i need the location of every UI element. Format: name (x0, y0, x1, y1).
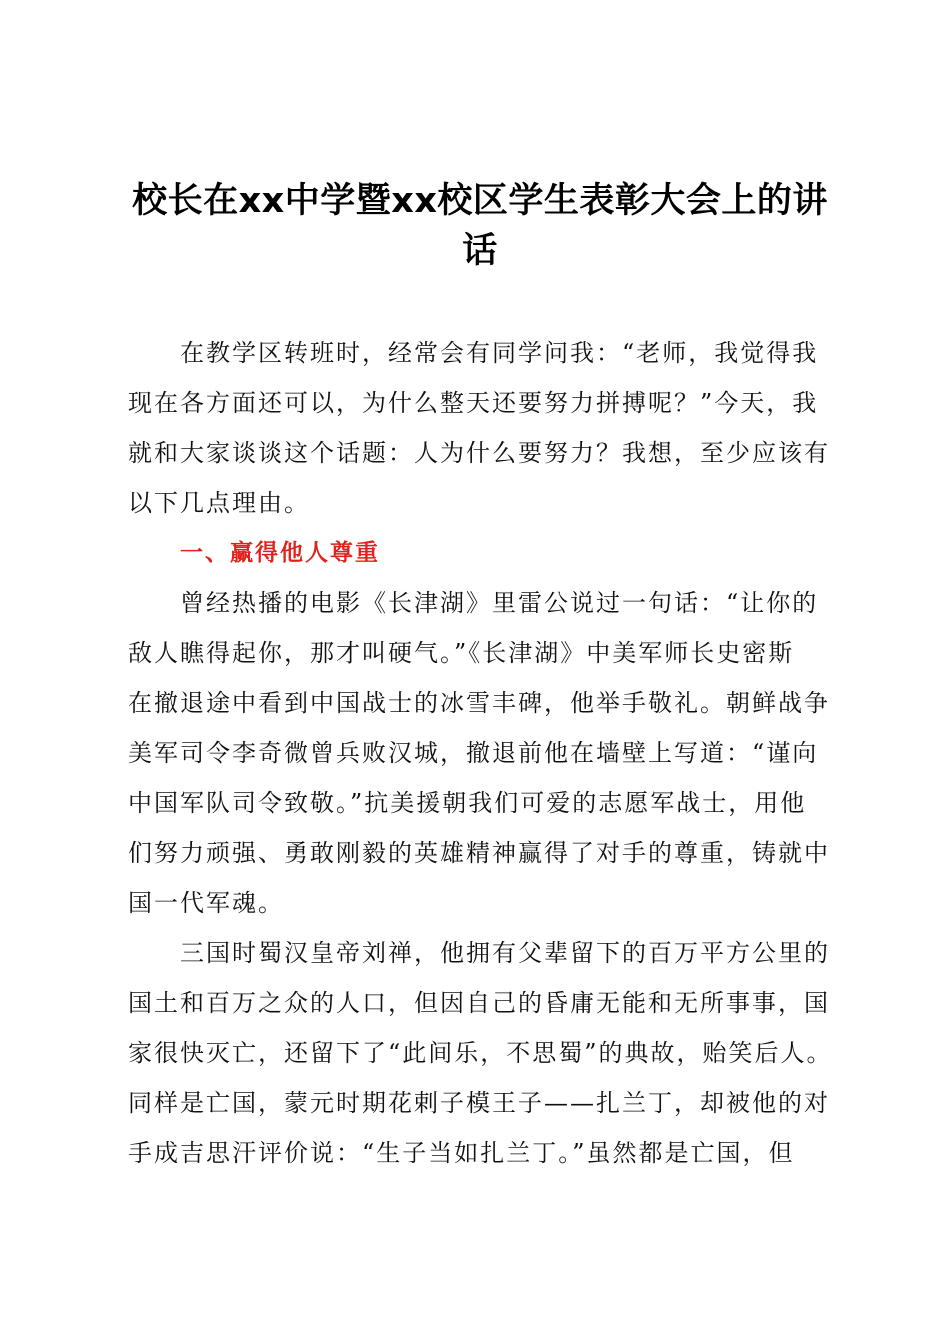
intro-paragraph (128, 328, 830, 528)
title-line-1: 校长在xx中学暨xx校区学生表彰大会上的讲 (132, 181, 828, 221)
paragraph-line: 曾经热播的电影《长津湖》里雷公说过一句话：“让你的 (180, 589, 819, 617)
intro-line: 现在各方面还可以，为什么整天还要努力拼搏呢？”今天，我 (128, 389, 819, 417)
paragraph-line: 敌人瞧得起你，那才叫硬气。”《长津湖》中美军师长史密斯 (128, 639, 795, 667)
body-paragraph-1 (128, 578, 830, 928)
paragraph-line: 们努力顽强、勇敢刚毅的英雄精神赢得了对手的尊重，铸就中 (128, 839, 830, 867)
paragraph-line: 国一代军魂。 (128, 889, 284, 917)
paragraph-line: 手成吉思汗评价说：“生子当如扎兰丁。”虽然都是亡国，但 (128, 1139, 795, 1167)
title-line-2: 话 (462, 231, 498, 271)
paragraph-line: 家很快灭亡，还留下了“此间乐，不思蜀”的典故，贻笑后人。 (128, 1039, 833, 1067)
paragraph-line: 在撤退途中看到中国战士的冰雪丰碑，他举手敬礼。朝鲜战争 (128, 689, 830, 717)
body-paragraph-2 (128, 928, 833, 1178)
intro-line: 以下几点理由。 (128, 489, 310, 517)
document-body (128, 328, 833, 1178)
intro-line: 就和大家谈谈这个话题：人为什么要努力？我想，至少应该有 (128, 439, 830, 467)
paragraph-line: 同样是亡国，蒙元时期花剌子模王子——扎兰丁，却被他的对 (128, 1089, 830, 1117)
paragraph-line: 中国军队司令致敬。”抗美援朝我们可爱的志愿军战士，用他 (128, 789, 807, 817)
paragraph-line: 美军司令李奇微曾兵败汉城，撤退前他在墙壁上写道：“谨向 (128, 739, 819, 767)
section-heading: 一、赢得他人尊重 (180, 540, 380, 566)
document-title (120, 176, 840, 276)
intro-line: 在教学区转班时，经常会有同学问我：“老师，我觉得我 (180, 339, 819, 367)
paragraph-line: 国土和百万之众的人口，但因自己的昏庸无能和无所事事，国 (128, 989, 830, 1017)
paragraph-line: 三国时蜀汉皇帝刘禅，他拥有父辈留下的百万平方公里的 (180, 939, 830, 967)
